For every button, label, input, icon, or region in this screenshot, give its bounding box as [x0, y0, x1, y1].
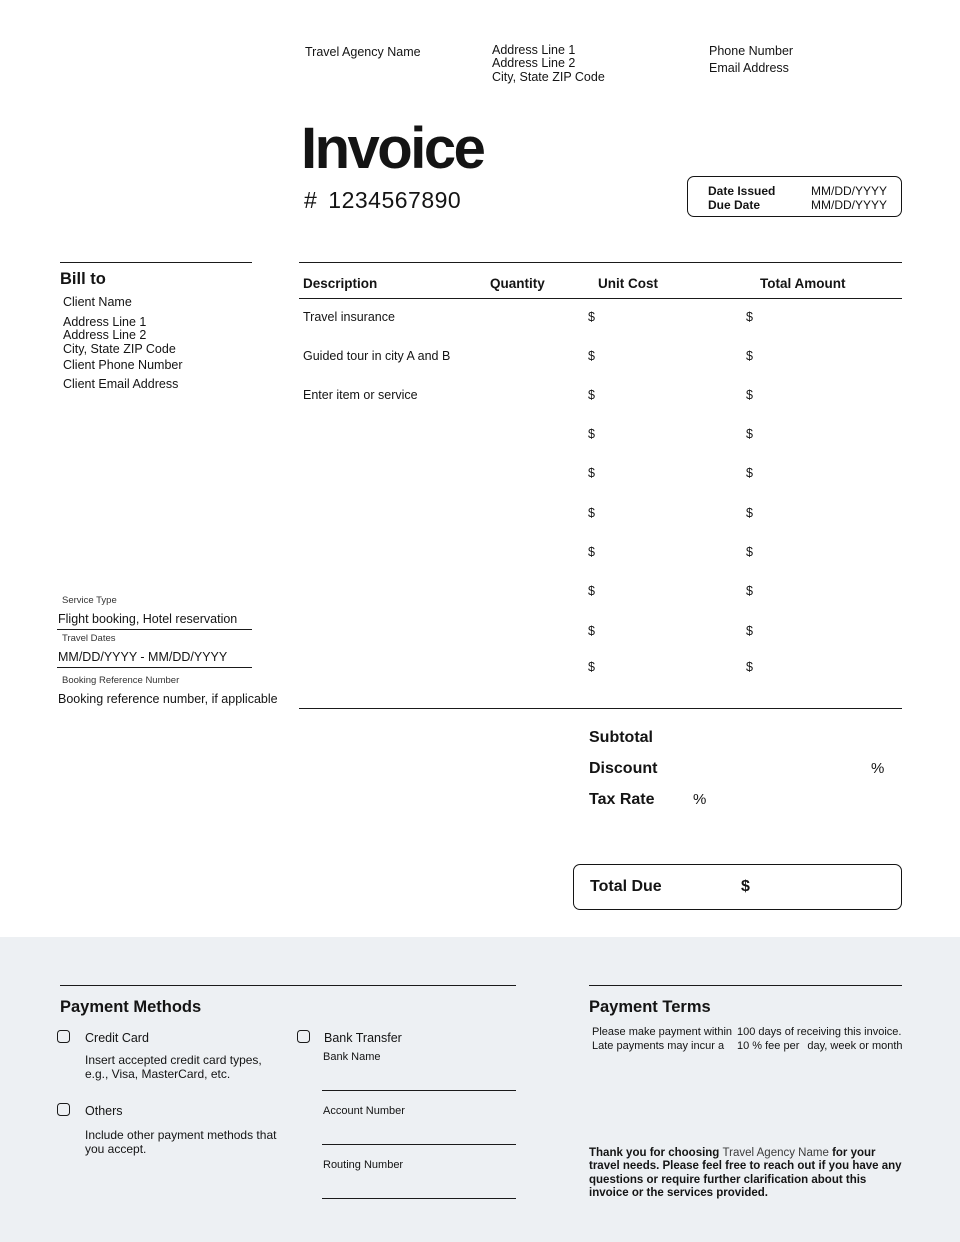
payment-terms-heading: Payment Terms: [589, 998, 711, 1016]
table-row: [0, 545, 960, 563]
agency-email: Email Address: [709, 61, 789, 75]
routing-number-input-line[interactable]: [322, 1198, 516, 1199]
date-issued-label: Date Issued: [708, 184, 776, 198]
agency-phone: Phone Number: [709, 44, 794, 58]
invoice-number-hash: #: [304, 187, 318, 213]
invoice-number: [304, 187, 461, 214]
due-date-label: Due Date: [708, 198, 761, 212]
subtotal-label: Subtotal: [589, 729, 653, 746]
item-unit-cost-cell[interactable]: $: [588, 349, 595, 363]
payment-terms-divider: [589, 985, 902, 986]
item-total-cell[interactable]: $: [746, 506, 753, 520]
bill-to-heading: Bill to: [60, 270, 106, 288]
agency-address-line1: Address Line 1: [492, 43, 576, 57]
item-total-cell[interactable]: $: [746, 624, 753, 638]
table-bottom-divider: [299, 708, 902, 709]
account-number-input-line[interactable]: [322, 1144, 516, 1145]
booking-ref-field[interactable]: Booking reference number, if applicable: [58, 692, 278, 706]
bank-transfer-checkbox[interactable]: [297, 1030, 310, 1043]
tax-percent-sign: %: [693, 791, 707, 808]
thank-you-agency-name: Travel Agency Name: [722, 1147, 829, 1159]
column-header-description: Description: [303, 276, 378, 291]
item-total-cell[interactable]: $: [746, 388, 753, 402]
item-total-cell[interactable]: $: [746, 584, 753, 598]
others-checkbox[interactable]: [57, 1103, 70, 1116]
bank-name-label: Bank Name: [323, 1051, 381, 1063]
invoice-number-digits: 1234567890: [328, 187, 462, 213]
terms-fee-period: day, week or month: [807, 1039, 903, 1052]
agency-address-line2: Address Line 2: [492, 56, 576, 70]
item-total-cell[interactable]: $: [746, 349, 753, 363]
table-row: [0, 388, 960, 406]
client-phone[interactable]: Client Phone Number: [63, 358, 183, 372]
item-unit-cost-cell[interactable]: $: [588, 545, 595, 559]
item-unit-cost-cell[interactable]: $: [588, 427, 595, 441]
table-header-divider: [299, 298, 902, 299]
discount-label: Discount: [589, 760, 658, 777]
client-address-line1[interactable]: Address Line 1: [63, 315, 147, 329]
terms-line1-left: Please make payment within: [592, 1026, 733, 1038]
table-top-divider: [299, 262, 902, 263]
booking-ref-label: Booking Reference Number: [62, 675, 180, 686]
discount-percent-sign: %: [871, 760, 885, 777]
credit-card-help-line1: Insert accepted credit card types,: [85, 1053, 262, 1067]
thank-you-bold-lead: Thank you for choosing: [589, 1147, 720, 1159]
travel-dates-field[interactable]: MM/DD/YYYY - MM/DD/YYYY: [58, 650, 228, 664]
others-help-line1: Include other payment methods that: [85, 1128, 277, 1142]
item-unit-cost-cell[interactable]: $: [588, 506, 595, 520]
table-row: [0, 624, 960, 642]
table-row: [0, 427, 960, 445]
travel-dates-label: Travel Dates: [62, 633, 116, 644]
account-number-label: Account Number: [323, 1105, 405, 1117]
total-due-currency[interactable]: $: [741, 878, 750, 895]
client-name[interactable]: Client Name: [63, 295, 132, 309]
due-date-value[interactable]: MM/DD/YYYY: [811, 198, 888, 212]
item-unit-cost-cell[interactable]: $: [588, 624, 595, 638]
credit-card-checkbox[interactable]: [57, 1030, 70, 1043]
terms-line2-right: [737, 1040, 904, 1054]
date-issued-value[interactable]: MM/DD/YYYY: [811, 184, 888, 198]
credit-card-label: Credit Card: [85, 1031, 149, 1045]
item-description-cell[interactable]: Guided tour in city A and B: [303, 349, 451, 363]
routing-number-label: Routing Number: [323, 1159, 404, 1171]
item-total-cell[interactable]: $: [746, 310, 753, 324]
item-unit-cost-cell[interactable]: $: [588, 584, 595, 598]
bank-transfer-label: Bank Transfer: [324, 1031, 402, 1045]
terms-line2-left: Late payments may incur a: [592, 1039, 725, 1052]
table-row: [0, 310, 960, 328]
column-header-total-amount: Total Amount: [760, 276, 846, 291]
item-total-cell[interactable]: $: [746, 466, 753, 480]
terms-fee-text: 10 % fee per: [737, 1039, 800, 1052]
item-unit-cost-cell[interactable]: $: [588, 466, 595, 480]
column-header-quantity: Quantity: [490, 276, 545, 291]
payment-methods-heading: Payment Methods: [60, 998, 202, 1016]
client-city-state-zip[interactable]: City, State ZIP Code: [63, 342, 176, 356]
table-row: [0, 349, 960, 367]
service-type-field[interactable]: Flight booking, Hotel reservation: [58, 612, 238, 626]
item-total-cell[interactable]: $: [746, 427, 753, 441]
thank-you-note: [589, 1147, 909, 1201]
column-header-unit-cost: Unit Cost: [598, 276, 658, 291]
agency-name: Travel Agency Name: [305, 45, 421, 59]
table-row: [0, 466, 960, 484]
table-row: [0, 584, 960, 602]
item-description-cell[interactable]: Enter item or service: [303, 388, 418, 402]
others-label: Others: [85, 1104, 123, 1118]
invoice-dates-box: [687, 176, 902, 217]
bill-to-divider: [60, 262, 252, 263]
service-type-label: Service Type: [62, 595, 117, 606]
terms-line1-right: 100 days of receiving this invoice.: [737, 1026, 902, 1038]
total-due-box: [573, 864, 902, 910]
credit-card-help-line2: e.g., Visa, MasterCard, etc.: [85, 1067, 231, 1081]
thank-you-rest: for your travel needs. Please feel free to reach out if you have any questions or require further clarification about this invoice or the services provided.: [589, 1147, 902, 1200]
bank-name-input-line[interactable]: [322, 1090, 516, 1091]
payment-terms-text: [592, 1026, 904, 1053]
client-email[interactable]: Client Email Address: [63, 377, 179, 391]
item-total-cell[interactable]: $: [746, 545, 753, 559]
table-row: [0, 660, 960, 678]
item-unit-cost-cell[interactable]: $: [588, 310, 595, 324]
tax-rate-label: Tax Rate: [589, 791, 655, 808]
others-help-line2: you accept.: [85, 1142, 147, 1156]
total-due-label: Total Due: [590, 878, 662, 895]
payment-methods-divider: [60, 985, 516, 986]
agency-city-state-zip: City, State ZIP Code: [492, 70, 605, 84]
item-unit-cost-cell[interactable]: $: [588, 388, 595, 402]
invoice-title: Invoice: [301, 116, 484, 181]
table-row: [0, 506, 960, 524]
item-description-cell[interactable]: Travel insurance: [303, 310, 395, 324]
item-unit-cost-cell[interactable]: $: [588, 660, 595, 674]
item-total-cell[interactable]: $: [746, 660, 753, 674]
client-address-line2[interactable]: Address Line 2: [63, 328, 147, 342]
